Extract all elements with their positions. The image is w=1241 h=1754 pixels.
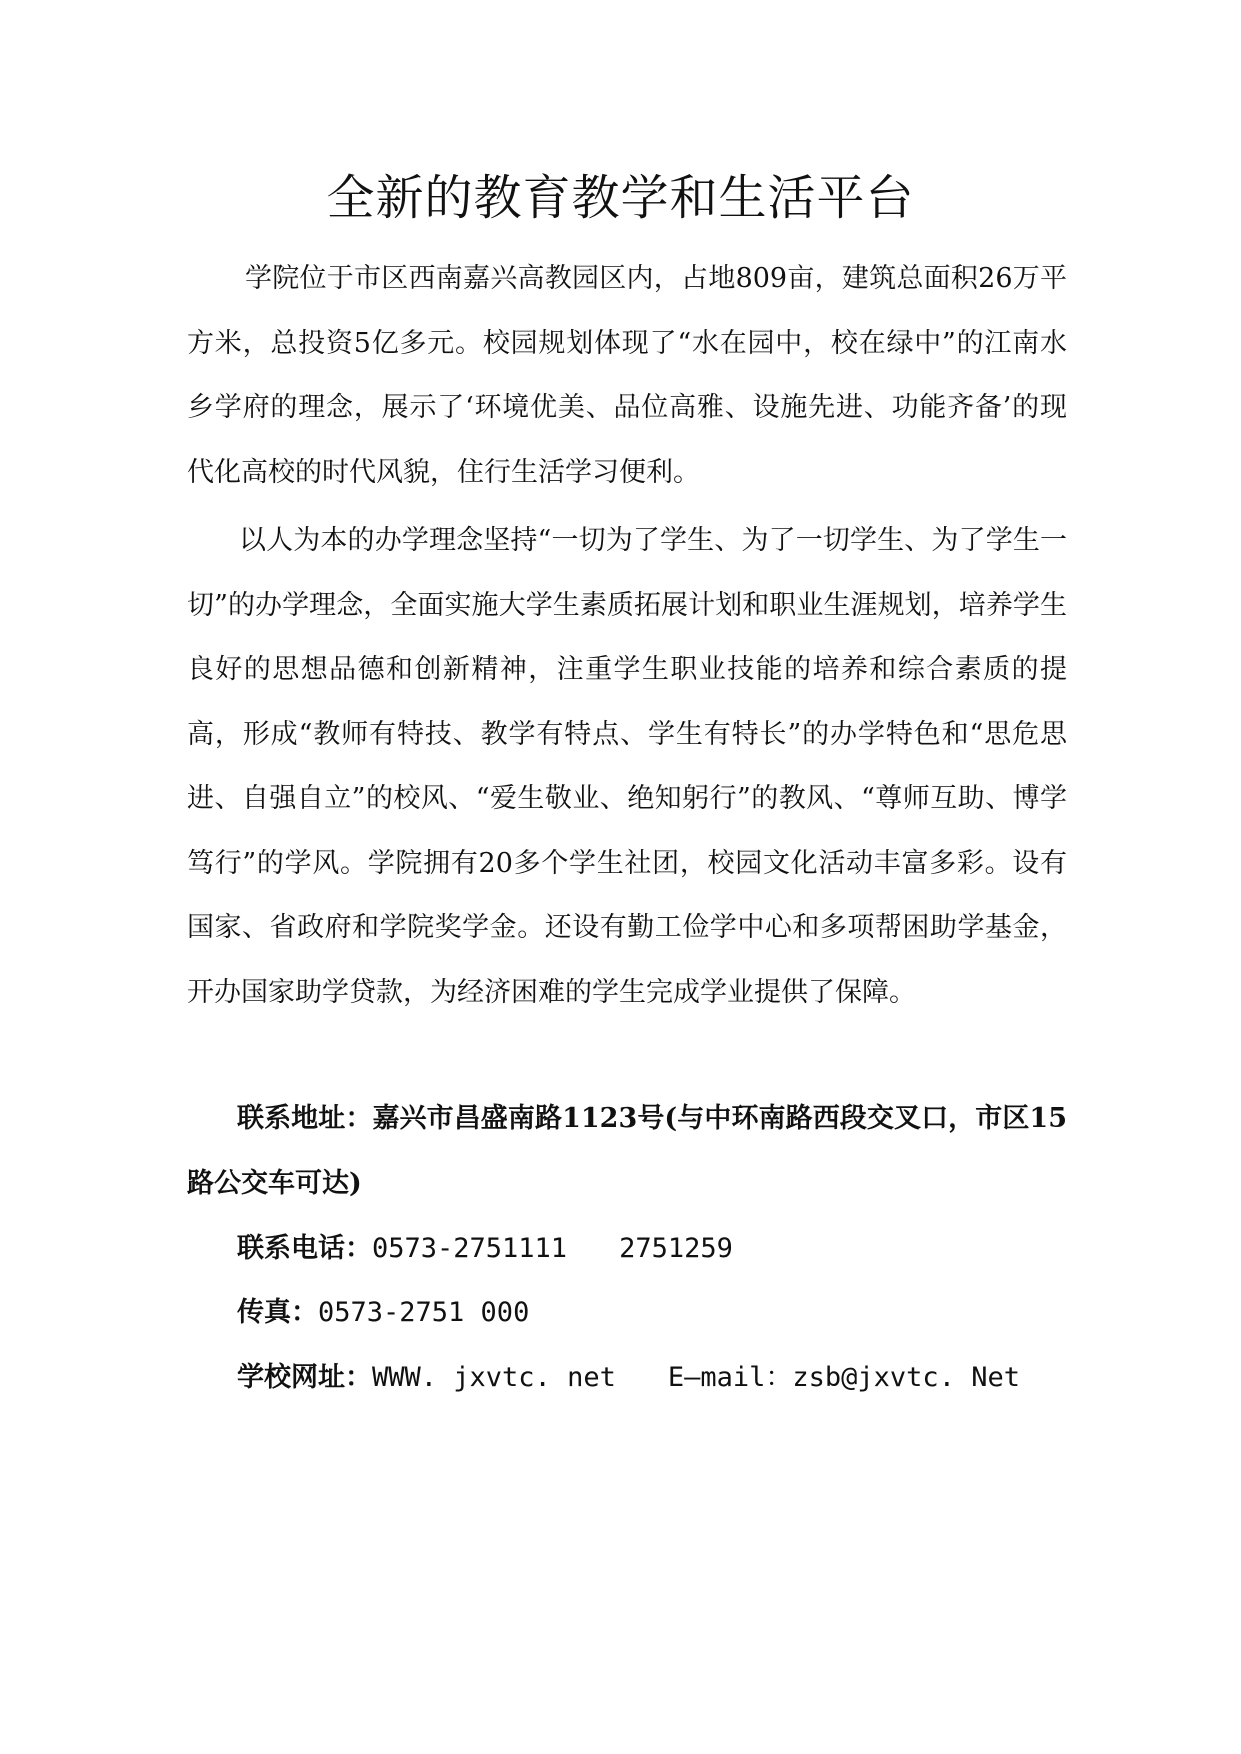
address-label: 联系地址： bbox=[237, 1103, 373, 1134]
email-label: E—mail： bbox=[667, 1362, 793, 1393]
contact-phone bbox=[237, 1217, 1117, 1282]
phone-number-2: 2751259 bbox=[619, 1233, 733, 1264]
address-value: 嘉兴市昌盛南路1123号(与中环南路西段交叉口，市区15路公交车可达) bbox=[187, 1103, 1068, 1199]
contact-fax bbox=[237, 1281, 1117, 1346]
phone-label: 联系电话： bbox=[237, 1233, 372, 1264]
contact-web bbox=[237, 1346, 1117, 1411]
philosophy-paragraph: 以人为本的办学理念坚持“一切为了学生、为了一切学生、为了学生一切”的办学理念，全面实施大学生素质拓展计划和职业生涯规划，培养学生良好的思想品德和创新精神，注重学生职业技能的培养和综合素质的提高，形成“教师有特技、教学有特点、学生有特长”的办学特色和“思危思进、自强自立”的校风、“爱生敬业、绝知躬行”的教风、“尊师互助、博学笃行”的学风。学院拥有20多个学生社团，校园文化活动丰富多彩。设有国家、省政府和学院奖学金。还设有勤工俭学中心和多项帮困助学基金，开办国家助学贷款，为经济困难的学生完成学业提供了保障。 bbox=[187, 525, 1067, 1008]
fax-number: 0573-2751 000 bbox=[318, 1297, 530, 1328]
intro-paragraph: 学院位于市区西南嘉兴高教园区内，占地809亩，建筑总面积26万平方米，总投资5亿多元。校园规划体现了“水在园中，校在绿中”的江南水乡学府的理念，展示了‘环境优美、品位高雅、设施先进、功能齐备’的现代化高校的时代风貌，住行生活学习便利。 bbox=[187, 263, 1067, 488]
email-link[interactable]: zsb@jxvtc. Net bbox=[792, 1362, 1020, 1393]
fax-label: 传真： bbox=[237, 1297, 318, 1328]
contact-address bbox=[187, 1087, 1067, 1216]
phone-number-1: 0573-2751111 bbox=[372, 1233, 568, 1264]
website-label: 学校网址： bbox=[237, 1362, 372, 1393]
website-link[interactable]: WWW. jxvtc. net bbox=[372, 1362, 616, 1393]
page-title: 全新的教育教学和生活平台 bbox=[326, 170, 915, 226]
